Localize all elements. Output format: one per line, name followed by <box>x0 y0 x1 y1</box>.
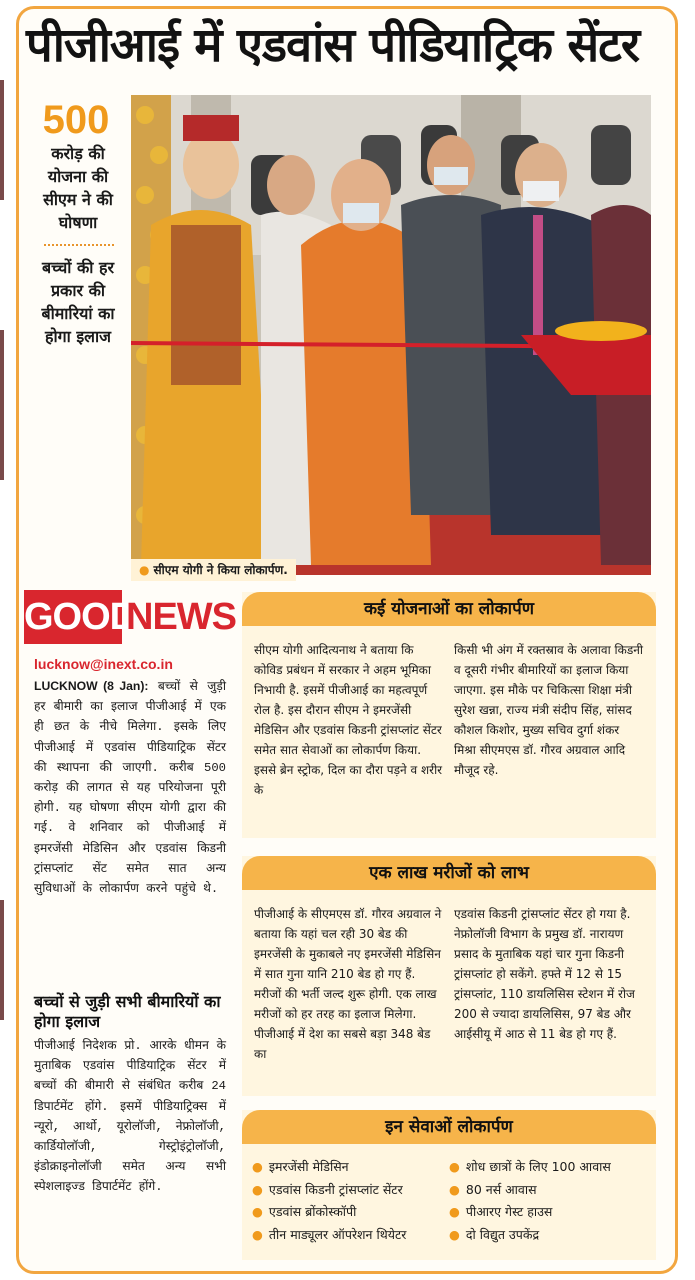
reporter-email[interactable]: lucknow@inext.co.in <box>34 656 173 672</box>
left-edge-strip <box>0 330 4 480</box>
story-subheading: बच्चों से जुड़ी सभी बीमारियों का होगा इलाज <box>34 992 221 1031</box>
list-item: ● एडवांस किडनी ट्रांसप्लांट सेंटर <box>252 1181 403 1197</box>
story-paragraph-1: बच्चों से जुड़ी हर बीमारी का इलाज पीजीआई में एक ही छत के नीचे मिलेगा. इसके लिए पीजीआई में एडवांस पीडियाट्रिक सेंटर की स्थापना की जाएगी. करीब 500 करोड़ की लागत से यह परियोजना पूरी होगी. यह घोषणा सीएम योगी द्वारा की गई. वे शनिवार को पीजीआई में इमरजेंसी मेडिसिन और एडवांस किडनी ट्रांसप्लांट सेंट समेत सात अन्य सुविधाओं के लोकार्पण करने पहुंचे थे. <box>34 680 226 897</box>
left-edge-strip <box>0 900 4 1020</box>
bullet-icon: ● <box>449 1159 460 1174</box>
patients-col-2: एडवांस किडनी ट्रांसप्लांट सेंटर हो गया है. नेफ्रोलॉजी विभाग के प्रमुख डॉ. नारायण प्रसाद के मुताबिक यहां चार गुना किडनी ट्रांसप्लांट हो सकेंगे. हफ्ते में 12 से 15 ट्रांसप्लांट, 110 डायलिसिस स्टेशन में रोज 200 से ज्यादा डायलिसिस, 97 बेड और आईसीयू में आठ से 11 बेड हो गए हैं. <box>454 907 635 1041</box>
list-item: ● पीआरए गेस्ट हाउस <box>449 1204 553 1219</box>
good-news-logo-part1: GOOD <box>24 590 122 644</box>
dateline: LUCKNOW (8 Jan): <box>34 679 149 693</box>
list-item: ● दो विद्युत उपकेंद्र <box>449 1226 540 1242</box>
sidebar-note-treatment: बच्चों की हर प्रकार की बीमारियां का होगा इलाज <box>41 258 115 346</box>
good-news-logo <box>24 590 236 644</box>
list-item: ● शोध छात्रों के लिए 100 आवास <box>449 1159 611 1174</box>
left-edge-strip <box>0 80 4 200</box>
schemes-box-title: कई योजनाओं का लोकार्पण <box>242 592 656 626</box>
bullet-icon: ● <box>252 1204 263 1219</box>
schemes-col-1: सीएम योगी आदित्यनाथ ने बताया कि कोविड प्रबंधन में सरकार ने अहम भूमिका निभायी है. इसमें पीजीआई का महत्वपूर्ण रोल है. इस दौरान सीएम ने इमरजेंसी मेडिसिन और एडवांस किडनी ट्रांसप्लांट सेंटर समेत सात सेवाओं का लोकार्पण किया. इससे ब्रेन स्ट्रोक, दिल का दौरा पड़ने व शरीर के <box>254 643 443 797</box>
good-news-logo-part2: NEWS <box>126 596 236 638</box>
schemes-col-2: किसी भी अंग में रक्तस्राव के अलावा किडनी व दूसरी गंभीर बीमारियों का इलाज किया जाएगा. इस मौके पर चिकित्सा शिक्षा मंत्री सुरेश खन्ना, राज्य मंत्री संदीप सिंह, सांसद कौशल किशोर, मुख्य सचिव दुर्गा शंकर मिश्रा सीएमएस डॉ. गौरव अग्रवाल आदि मौजूद रहे. <box>454 643 644 777</box>
bullet-icon: ● <box>252 1181 263 1197</box>
page-title: पीजीआई में एडवांस पीडियाट्रिक सेंटर <box>26 18 640 73</box>
services-box-title: इन सेवाओं लोकार्पण <box>242 1110 656 1144</box>
list-item: ● तीन माड्यूलर ऑपरेशन थियेटर <box>252 1226 407 1242</box>
services-box <box>242 1110 656 1260</box>
bullet-icon: ● <box>449 1204 460 1219</box>
story-paragraph-2: पीजीआई निदेशक प्रो. आरके धीमन के मुताबिक एडवांस पीडियाट्रिक सेंटर में बच्चों की बीमारी से संबंधित करीब 24 डिपार्टमेंट होंगे. इसमें पीडियाट्रिक्स में न्यूरो, आर्थो, यूरोलॉजी, नेफ्रोलॉजी, कार्डियोलॉजी, गेस्ट्रोइंट्रोलॉजी, इंडोक्राइनोलॉजी समेत अन्य सभी स्पेशलाइज्ड डिपार्टमेंट होंगे. <box>34 1039 226 1195</box>
bullet-icon: ● <box>252 1226 263 1242</box>
bullet-icon: ● <box>449 1226 460 1242</box>
inauguration-photo <box>131 95 651 575</box>
bullet-icon: ● <box>139 563 150 577</box>
list-item: ● एडवांस ब्रोंकोस्कॉपी <box>252 1204 357 1219</box>
bullet-icon: ● <box>252 1159 263 1174</box>
patients-box <box>242 856 656 1096</box>
services-right-list <box>449 1156 646 1246</box>
list-item: ● इमरजेंसी मेडिसिन <box>252 1159 349 1174</box>
schemes-box <box>242 592 656 838</box>
sidebar-note-announcement: करोड़ की योजना की सीएम ने की घोषणा <box>43 144 113 232</box>
patients-col-1: पीजीआई के सीएमएस डॉ. गौरव अग्रवाल ने बताया कि यहां चल रही 30 बेड की इमरजेंसी के मुकाबले नए इमरजेंसी मेडिसिन में सात गुना यानि 210 बेड हो गए हैं. मरीजों की भर्ती जल्द शुरू होगी. एक लाख मरीजों को हर तरह का इलाज मिलेगा. पीजीआई में देश का सबसे बड़ा 348 बेड का <box>254 907 442 1061</box>
bullet-icon: ● <box>449 1181 460 1197</box>
amount-figure: 500 <box>42 98 110 142</box>
sidebar-divider <box>44 244 114 246</box>
services-left-list <box>252 1156 449 1246</box>
list-item: ● 80 नर्स आवास <box>449 1181 537 1197</box>
photo-caption <box>131 559 296 581</box>
caption-text: सीएम योगी ने किया लोकार्पण. <box>153 563 288 577</box>
patients-box-title: एक लाख मरीजों को लाभ <box>242 856 656 890</box>
story-intro <box>34 676 226 899</box>
